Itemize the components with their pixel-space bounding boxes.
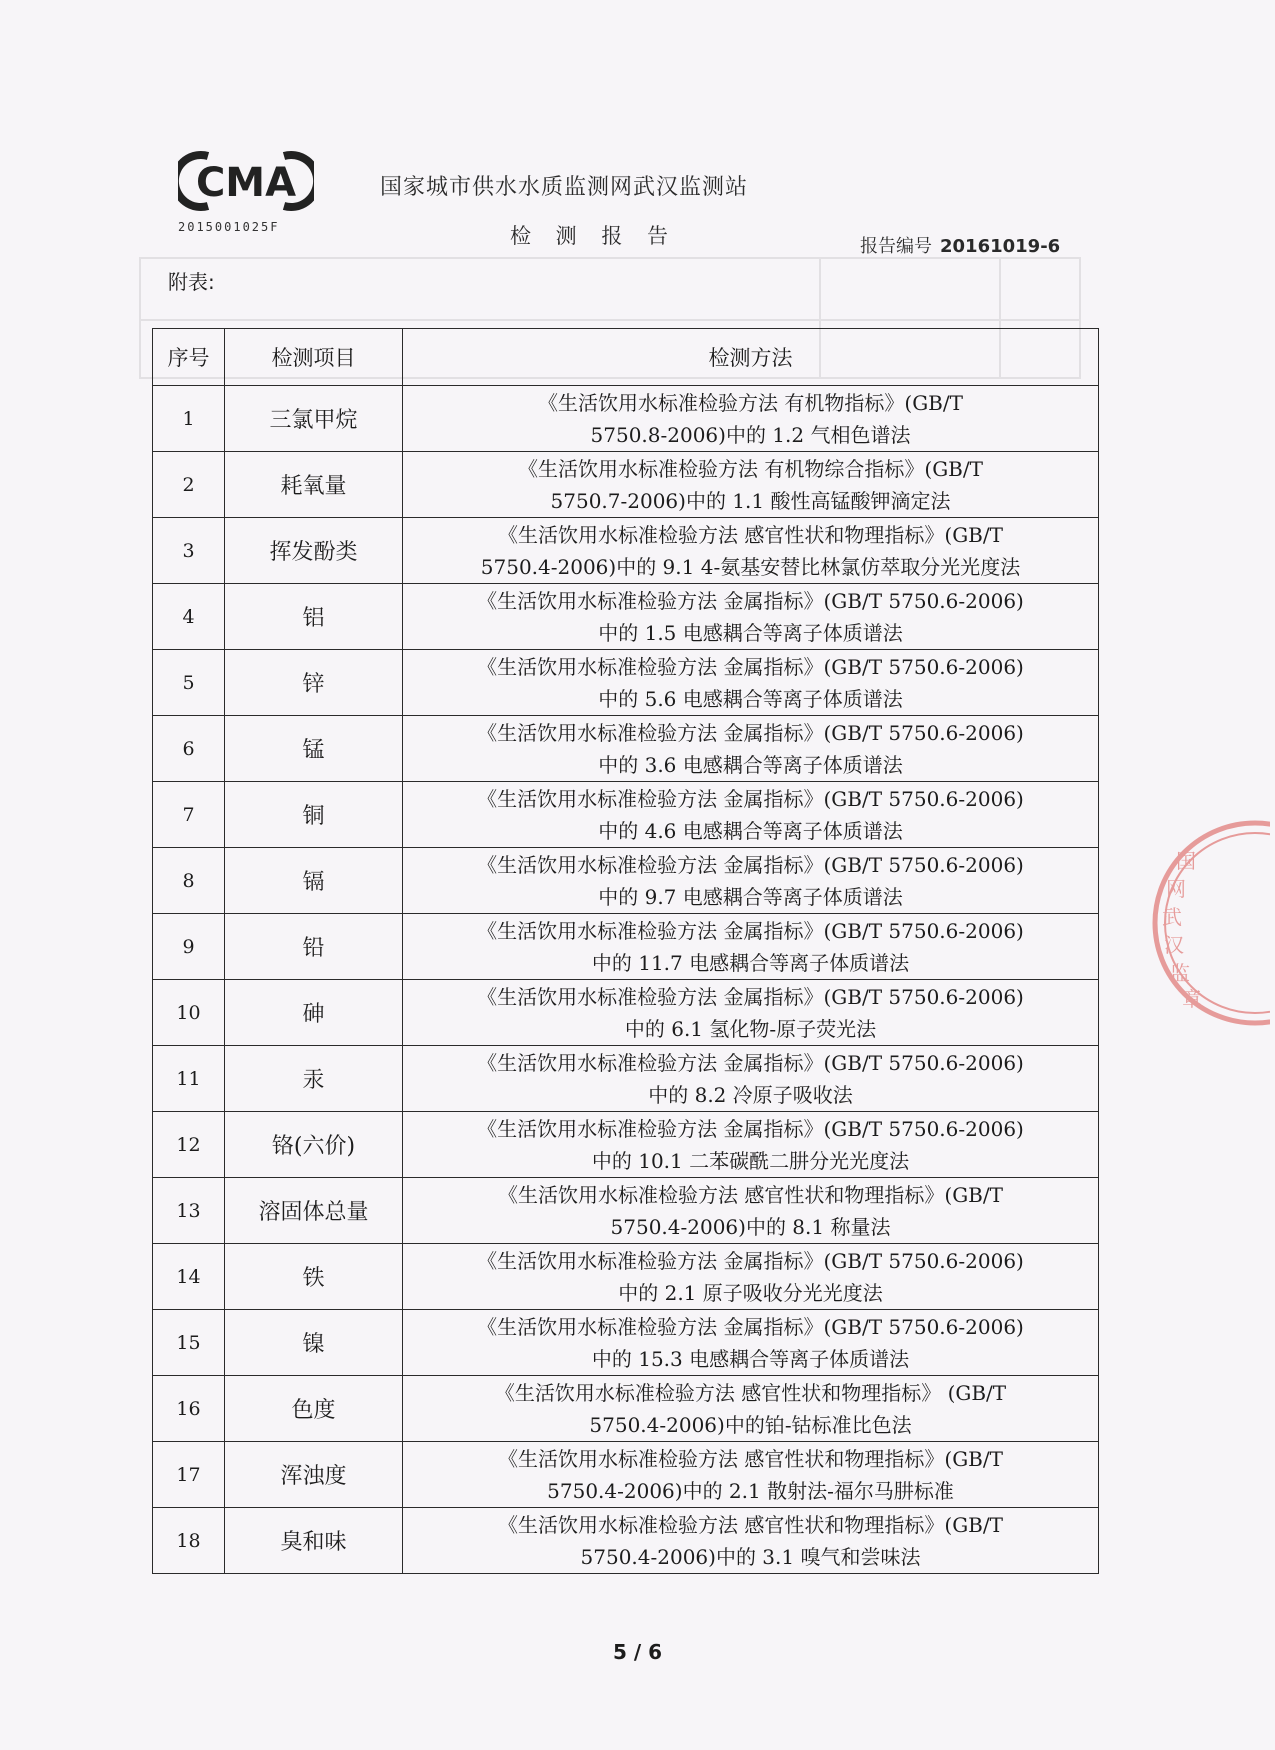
row-method [403, 1442, 1099, 1508]
row-method [403, 386, 1099, 452]
cma-logo-mark [178, 150, 314, 212]
method-line: 中的 8.2 冷原子吸收法 [648, 1082, 853, 1107]
row-number: 6 [153, 716, 225, 782]
table-row [153, 1244, 1099, 1310]
row-number: 11 [153, 1046, 225, 1112]
method-line: 5750.7-2006)中的 1.1 酸性高锰酸钾滴定法 [550, 488, 951, 513]
method-line: 《生活饮用水标准检验方法 金属指标》(GB/T 5750.6-2006) [477, 984, 1024, 1009]
row-number: 4 [153, 584, 225, 650]
row-number: 1 [153, 386, 225, 452]
method-line: 《生活饮用水标准检验方法 金属指标》(GB/T 5750.6-2006) [477, 1314, 1024, 1339]
table-row [153, 386, 1099, 452]
table-row [153, 782, 1099, 848]
table-row [153, 1046, 1099, 1112]
method-line: 《生活饮用水标准检验方法 金属指标》(GB/T 5750.6-2006) [477, 1050, 1024, 1075]
methods-table [152, 328, 1099, 1574]
row-method [403, 848, 1099, 914]
row-method [403, 1508, 1099, 1574]
method-line: 《生活饮用水标准检验方法 金属指标》(GB/T 5750.6-2006) [477, 1248, 1024, 1273]
table-body [153, 386, 1099, 1574]
row-number: 16 [153, 1376, 225, 1442]
table-header-row [153, 329, 1099, 386]
table-row [153, 848, 1099, 914]
row-method [403, 584, 1099, 650]
method-line: 《生活饮用水标准检验方法 感官性状和物理指标》(GB/T [498, 1512, 1003, 1537]
method-line: 中的 4.6 电感耦合等离子体质谱法 [598, 818, 903, 843]
row-method [403, 1310, 1099, 1376]
method-line: 中的 10.1 二苯碳酰二肼分光光度法 [591, 1148, 910, 1173]
method-line: 《生活饮用水标准检验方法 金属指标》(GB/T 5750.6-2006) [477, 720, 1024, 745]
row-method [403, 1112, 1099, 1178]
table-row [153, 1442, 1099, 1508]
table-row [153, 716, 1099, 782]
row-method [403, 1046, 1099, 1112]
organization-name: 国家城市供水水质监测网武汉监测站 [380, 175, 749, 200]
method-line: 《生活饮用水标准检验方法 金属指标》(GB/T 5750.6-2006) [477, 654, 1024, 679]
method-line: 5750.4-2006)中的 2.1 散射法-福尔马肼标准 [547, 1478, 954, 1503]
header-method: 检测方法 [403, 329, 1099, 386]
row-method [403, 782, 1099, 848]
row-item: 铝 [225, 584, 403, 650]
table-row [153, 452, 1099, 518]
method-line: 中的 6.1 氢化物-原子荧光法 [624, 1016, 877, 1041]
method-line: 中的 9.7 电感耦合等离子体质谱法 [598, 884, 903, 909]
row-item: 砷 [225, 980, 403, 1046]
svg-text:汉: 汉 [1164, 933, 1184, 957]
table-row [153, 650, 1099, 716]
method-line: 《生活饮用水标准检验方法 有机物指标》(GB/T [538, 390, 963, 415]
row-method [403, 518, 1099, 584]
row-item: 铬(六价) [225, 1112, 403, 1178]
method-line: 中的 3.6 电感耦合等离子体质谱法 [598, 752, 903, 777]
row-method [403, 650, 1099, 716]
svg-text:监: 监 [1170, 961, 1190, 985]
row-number: 5 [153, 650, 225, 716]
row-item: 铅 [225, 914, 403, 980]
row-method [403, 980, 1099, 1046]
row-number: 18 [153, 1508, 225, 1574]
table-row [153, 1376, 1099, 1442]
row-number: 3 [153, 518, 225, 584]
red-seal-stamp [1140, 808, 1270, 1038]
method-line: 《生活饮用水标准检验方法 金属指标》(GB/T 5750.6-2006) [477, 1116, 1024, 1141]
row-number: 10 [153, 980, 225, 1046]
header-item: 检测项目 [225, 329, 403, 386]
method-line: 5750.4-2006)中的 3.1 嗅气和尝味法 [580, 1544, 921, 1569]
method-line: 中的 11.7 电感耦合等离子体质谱法 [591, 950, 910, 975]
row-number: 8 [153, 848, 225, 914]
method-line: 《生活饮用水标准检验方法 金属指标》(GB/T 5750.6-2006) [477, 588, 1024, 613]
report-title: 检 测 报 告 [510, 224, 678, 248]
method-line: 《生活饮用水标准检验方法 金属指标》(GB/T 5750.6-2006) [477, 786, 1024, 811]
row-method [403, 452, 1099, 518]
table-row [153, 1178, 1099, 1244]
method-line: 中的 5.6 电感耦合等离子体质谱法 [598, 686, 903, 711]
svg-text:武: 武 [1162, 905, 1182, 929]
report-number-label: 报告编号 [860, 236, 932, 257]
page-number: 5 / 6 [612, 1640, 663, 1664]
row-item: 镉 [225, 848, 403, 914]
svg-text:网: 网 [1166, 877, 1186, 901]
method-line: 5750.4-2006)中的 8.1 称量法 [610, 1214, 891, 1239]
cma-logo [178, 150, 314, 234]
row-item: 三氯甲烷 [225, 386, 403, 452]
method-line: 《生活饮用水标准检验方法 感官性状和物理指标》(GB/T [498, 1446, 1003, 1471]
method-line: 5750.4-2006)中的铂-钴标准比色法 [589, 1412, 912, 1437]
method-line: 5750.4-2006)中的 9.1 4-氨基安替比林氯仿萃取分光光度法 [480, 554, 1021, 579]
row-item: 挥发酚类 [225, 518, 403, 584]
row-number: 7 [153, 782, 225, 848]
table-row [153, 1112, 1099, 1178]
row-number: 2 [153, 452, 225, 518]
method-line: 中的 1.5 电感耦合等离子体质谱法 [598, 620, 903, 645]
row-item: 溶固体总量 [225, 1178, 403, 1244]
row-item: 铜 [225, 782, 403, 848]
method-line: 《生活饮用水标准检验方法 金属指标》(GB/T 5750.6-2006) [477, 918, 1024, 943]
report-number [860, 232, 1060, 258]
table-row [153, 980, 1099, 1046]
method-line: 《生活饮用水标准检验方法 感官性状和物理指标》 (GB/T [494, 1380, 1007, 1405]
table-row [153, 914, 1099, 980]
attachment-label: 附表: [168, 270, 215, 294]
method-line: 5750.8-2006)中的 1.2 气相色谱法 [590, 422, 911, 447]
method-line: 《生活饮用水标准检验方法 感官性状和物理指标》(GB/T [498, 522, 1003, 547]
svg-text:章: 章 [1182, 987, 1202, 1011]
header-number: 序号 [153, 329, 225, 386]
row-number: 12 [153, 1112, 225, 1178]
row-number: 14 [153, 1244, 225, 1310]
row-item: 汞 [225, 1046, 403, 1112]
row-item: 铁 [225, 1244, 403, 1310]
table-row [153, 1508, 1099, 1574]
row-item: 锰 [225, 716, 403, 782]
row-item: 锌 [225, 650, 403, 716]
row-item: 浑浊度 [225, 1442, 403, 1508]
method-line: 《生活饮用水标准检验方法 感官性状和物理指标》(GB/T [498, 1182, 1003, 1207]
row-number: 13 [153, 1178, 225, 1244]
table-row [153, 1310, 1099, 1376]
row-item: 臭和味 [225, 1508, 403, 1574]
row-number: 17 [153, 1442, 225, 1508]
row-method [403, 914, 1099, 980]
table-row [153, 518, 1099, 584]
row-method [403, 716, 1099, 782]
cma-logo-text: CMA [195, 160, 297, 206]
method-line: 中的 15.3 电感耦合等离子体质谱法 [591, 1346, 910, 1371]
row-number: 15 [153, 1310, 225, 1376]
method-line: 《生活饮用水标准检验方法 金属指标》(GB/T 5750.6-2006) [477, 852, 1024, 877]
method-line: 《生活饮用水标准检验方法 有机物综合指标》(GB/T [518, 456, 983, 481]
cma-certificate-code: 2015001025F [178, 220, 280, 234]
method-line: 中的 2.1 原子吸收分光光度法 [618, 1280, 883, 1305]
row-item: 耗氧量 [225, 452, 403, 518]
report-number-value: 20161019-6 [940, 236, 1061, 257]
row-method [403, 1244, 1099, 1310]
row-item: 色度 [225, 1376, 403, 1442]
row-method [403, 1376, 1099, 1442]
table-row [153, 584, 1099, 650]
row-method [403, 1178, 1099, 1244]
row-number: 9 [153, 914, 225, 980]
svg-text:国: 国 [1176, 849, 1196, 873]
row-item: 镍 [225, 1310, 403, 1376]
